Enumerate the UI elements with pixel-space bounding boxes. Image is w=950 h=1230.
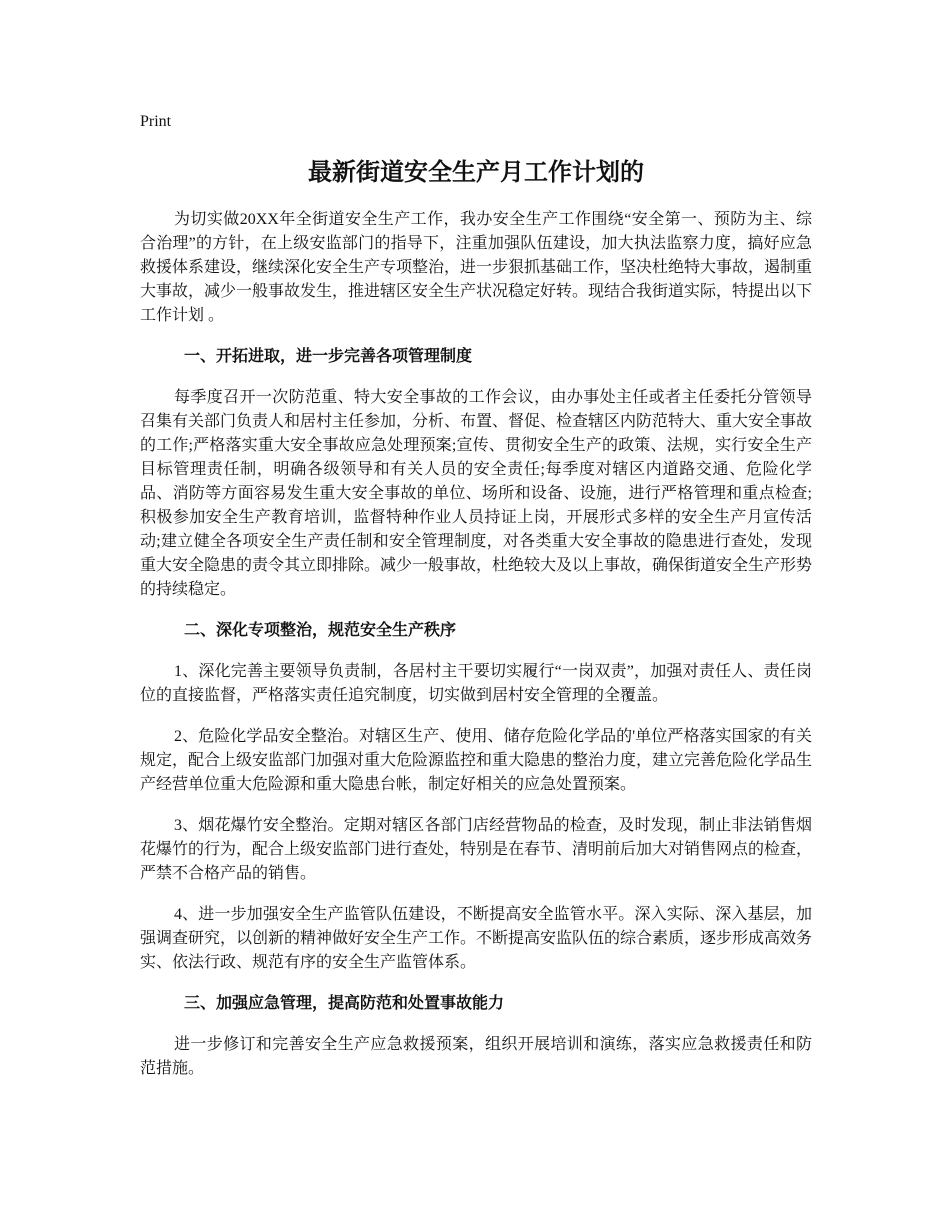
section-1-heading: 一、开拓进取，进一步完善各项管理制度: [184, 348, 473, 365]
document-title: 最新街道安全生产月工作计划的: [308, 160, 644, 186]
section-2-heading: 二、深化专项整治，规范安全生产秩序: [184, 622, 457, 639]
print-label: Print: [140, 113, 172, 130]
intro-paragraph: 为切实做20XX年全街道安全生产工作，我办安全生产工作围绕“安全第一、预防为主、综合治理”的方针，在上级安监部门的指导下，注重加强队伍建设，加大执法监察力度，搞好应急救援体系建设，继续深化安全生产专项整治，进一步狠抓基础工作，坚决杜绝特大事故，遏制重大事故，减少一般事故发生，推进辖区安全生产状况稳定好转。现结合我街道实际，特提出以下 工作计划 。: [140, 211, 813, 324]
section-3-heading: 三、加强应急管理，提高防范和处置事故能力: [184, 995, 505, 1012]
section-2-item-1: 1、深化完善主要领导负责制，各居村主干要切实履行“一岗双责”，加强对责任人、责任岗位的直接监督，严格落实责任追究制度，切实做到居村安全管理的全覆盖。: [140, 663, 812, 704]
section-3-paragraph: 进一步修订和完善安全生产应急救援预案，组织开展培训和演练，落实应急救援责任和防范措施。: [140, 1036, 812, 1077]
document-page: [140, 110, 812, 1098]
section-2-item-3: 3、烟花爆竹安全整治。定期对辖区各部门店经营物品的检查，及时发现，制止非法销售烟花爆竹的行为，配合上级安监部门进行查处，特别是在春节、清明前后加大对销售网点的检查，严禁不合格产品的销售。: [140, 817, 813, 882]
section-1-paragraph: 每季度召开一次防范重、特大安全事故的工作会议，由办事处主任或者主任委托分管领导召集有关部门负责人和居村主任参加，分析、布置、督促、检查辖区内防范特大、重大安全事故的工作;严格落实重大安全事故应急处理预案;宣传、贯彻安全生产的政策、法规，实行安全生产目标管理责任制，明确各级领导和有关人员的安全责任;每季度对辖区内道路交通、危险化学品、消防等方面容易发生重大安全事故的单位、场所和设备、设施，进行严格管理和重点检查;积极参加安全生产教育培训，监督特种作业人员持证上岗，开展形式多样的安全生产月宣传活动;建立健全各项安全生产责任制和安全管理制度，对各类重大安全事故的隐患进行查处，发现重大安全隐患的责令其立即排除。减少一般事故，杜绝较大及以上事故，确保街道安全生产形势的持续稳定。: [140, 389, 813, 598]
section-2-item-4: 4、进一步加强安全生产监管队伍建设，不断提高安全监管水平。深入实际、深入基层，加强调查研究，以创新的精神做好安全生产工作。不断提高安监队伍的综合素质，逐步形成高效务实、依法行政、规范有序的安全生产监管体系。: [140, 906, 813, 971]
section-2-item-2: 2、危险化学品安全整治。对辖区生产、使用、储存危险化学品的'单位严格落实国家的有关规定，配合上级安监部门加强对重大危险源监控和重大隐患的整治力度，建立完善危险化学品生产经营单位重大危险源和重大隐患台帐，制定好相关的应急处置预案。: [140, 728, 813, 793]
